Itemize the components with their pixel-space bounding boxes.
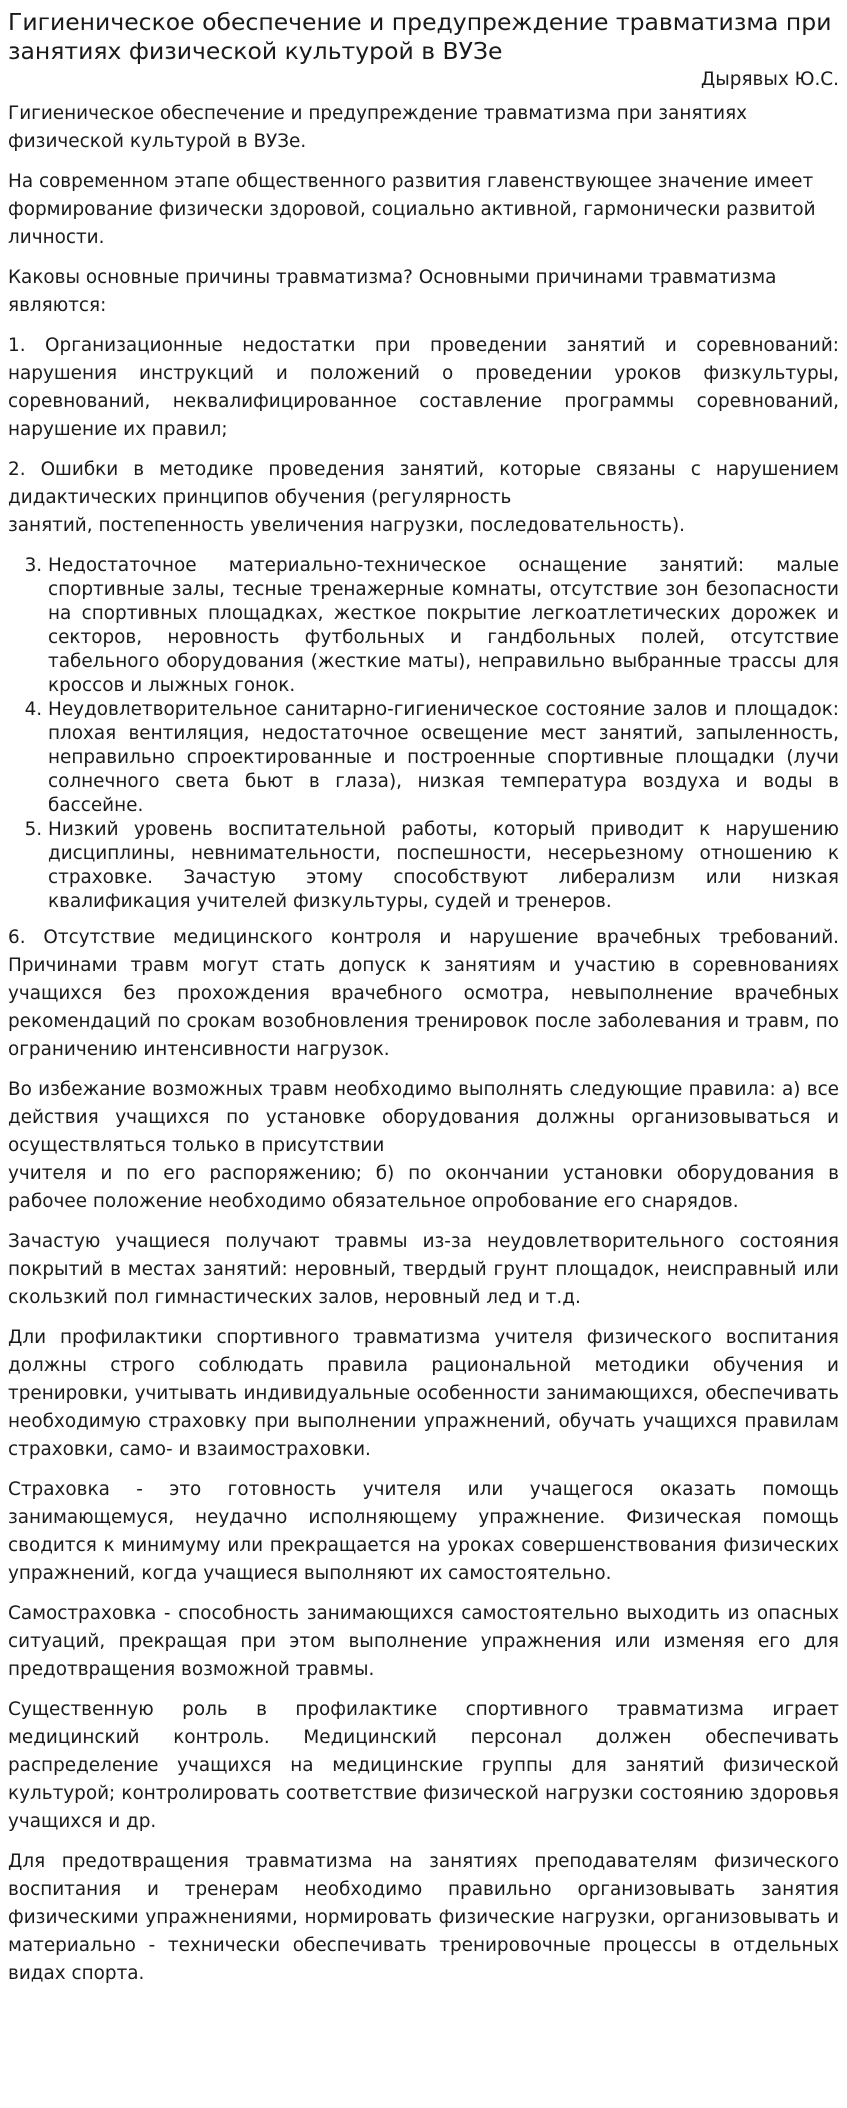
insurance-paragraph: Страховка - это готовность учителя или учащегося оказать помощь занимающемуся, неудачно исполняющему упражнение. Физическая помощь сводится к минимуму или прекращается на уроках совершенствования физических упражнений, когда учащиеся выполняют их самостоятельно.: [8, 1479, 839, 1584]
author-name: Дырявых Ю.С.: [700, 69, 839, 90]
medical-control-paragraph: Существенную роль в профилактике спортивного травматизма играет медицинский контроль. Медицинский персонал должен обеспечивать распределение учащихся на медицинские группы для занятий физической культурой; контролировать соответствие физической нагрузки состоянию здоровья учащихся и др.: [8, 1699, 839, 1832]
cause-1-paragraph: 1. Организационные недостатки при проведении занятий и соревнований: нарушения инструкций и положений о проведении уроков физкультуры, соревнований, неквалифицированное составление программы соревнований, нарушение их правил;: [8, 335, 839, 440]
cause-2-paragraph: 2. Ошибки в методике проведения занятий, которые связаны с нарушением дидактических принципов обучения (регулярность: [8, 459, 839, 508]
final-paragraph: Для предотвращения травматизма на занятиях преподавателям физического воспитания и тренерам необходимо правильно организовывать занятия физическими упражнениями, нормировать физические нагрузки, организовывать и материально - технически обеспечивать тренировочные процессы в отдельных видах спорта.: [8, 1851, 839, 1984]
causes-list: [8, 554, 839, 914]
rules-paragraph: Во избежание возможных травм необходимо выполнять следующие правила: а) все действия учащихся по установке оборудования должны организовываться и осуществляться только в присутствии: [8, 1079, 839, 1156]
question-paragraph: Каковы основные причины травматизма? Основными причинами травматизма являются:: [8, 267, 777, 316]
self-insurance-paragraph: Самостраховка - способность занимающихся самостоятельно выходить из опасных ситуаций, прекращая при этом выполнение упражнения или изменяя его для предотвращения возможной травмы.: [8, 1603, 839, 1680]
prevention-paragraph: Дли профилактики спортивного травматизма учителя физического воспитания должны строго соблюдать правила рациональной методики обучения и тренировки, учитывать индивидуальные особенности занимающихся, обеспечивать необходимую страховку при выполнении упражнений, обучать учащихся правилам страховки, само- и взаимостраховки.: [8, 1327, 839, 1460]
surfaces-paragraph: Зачастую учащиеся получают травмы из-за неудовлетворительного состояния покрытий в местах занятий: неровный, твердый грунт площадок, неисправный или скользкий пол гимнастических залов, неровный лед и т.д.: [8, 1231, 839, 1308]
list-item: 5. Низкий уровень воспитательной работы, который приводит к нарушению дисциплины, невнимательности, поспешности, несерьезному отношению к страховке. Зачастую этому способствуют либерализм или низкая квалификация учителей физкультуры, судей и тренеров.: [48, 818, 839, 914]
rules-continuation: учителя и по его распоряжению; б) по окончании установки оборудования в рабочее положение необходимо обязательное опробование его снарядов.: [8, 1163, 839, 1212]
context-paragraph: На современном этапе общественного развития главенствующее значение имеет формирование физически здоровой, социально активной, гармонически развитой личности.: [8, 171, 816, 248]
list-item: 4. Неудовлетворительное санитарно-гигиеническое состояние залов и площадок: плохая вентиляция, недостаточное освещение мест занятий, запыленность, неправильно спроектированные и построенные спортивные площадки (лучи солнечного света бьют в глаза), низкая температура воздуха и воды в бассейне.: [48, 698, 839, 818]
document-title: Гигиеническое обеспечение и предупреждение травматизма при занятиях физической культурой в ВУЗе: [8, 8, 832, 65]
intro-paragraph: Гигиеническое обеспечение и предупреждение травматизма при занятиях физической культурой в ВУЗе.: [8, 103, 748, 152]
cause-2-continuation: занятий, постепенность увеличения нагрузки, последовательность).: [8, 515, 685, 536]
cause-6-paragraph: 6. Отсутствие медицинского контроля и нарушение врачебных требований. Причинами травм могут стать допуск к занятиям и участию в соревнованиях учащихся без прохождения врачебного осмотра, невыполнение врачебных рекомендаций по срокам возобновления тренировок после заболевания и травм, по ограничению интенсивности нагрузок.: [8, 927, 839, 1060]
list-item: 3. Недостаточное материально-техническое оснащение занятий: малые спортивные залы, тесные тренажерные комнаты, отсутствие зон безопасности на спортивных площадках, жесткое покрытие легкоатлетических дорожек и секторов, неровность футбольных и гандбольных полей, отсутствие табельного оборудования (жесткие маты), неправильно выбранные трассы для кроссов и лыжных гонок.: [48, 554, 839, 698]
